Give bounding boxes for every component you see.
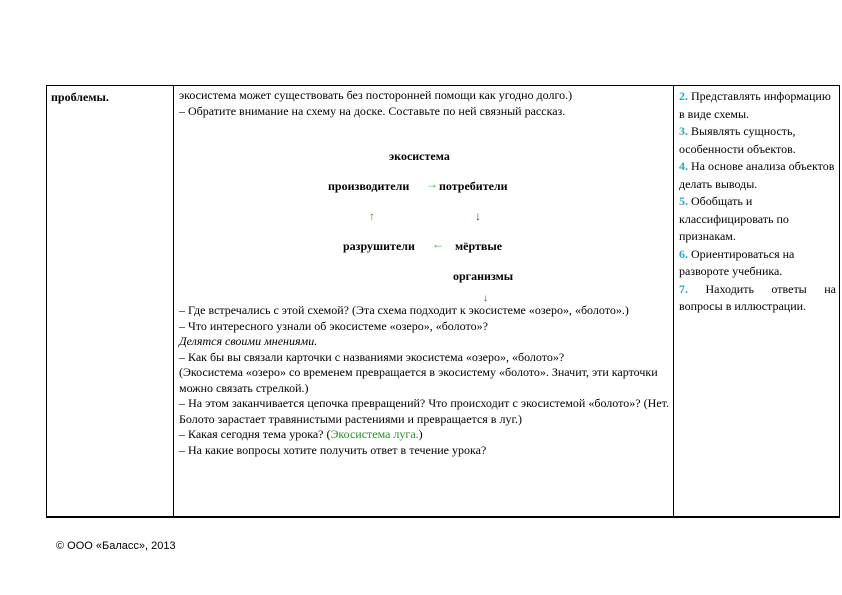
schema-title: экосистема [389, 149, 450, 163]
schema-producers: производители [328, 179, 410, 193]
lesson-topic: Экосистема луга. [330, 427, 419, 441]
text-line-2: – Обратите внимание на схему на доске. Составьте по ней связный рассказ. [179, 103, 566, 118]
question-8: – На какие вопросы хотите получить ответ в течение урока? [179, 442, 487, 457]
schema-dead: мёртвые [455, 239, 503, 253]
skill-item: 5. Обобщать и классифицировать по признакам. [679, 194, 789, 243]
stage-heading: проблемы. [51, 90, 109, 104]
skill-item: 6. Ориентироваться на развороте учебника. [679, 246, 795, 278]
column-divider-1 [173, 86, 174, 516]
question-1: – Где встречались с этой схемой? (Эта схема подходит к экосистеме «озеро», «болото».) [179, 303, 629, 317]
skill-item: 3. Выявлять сущность, особенности объектов. [679, 124, 796, 156]
skill-item: 4. На основе анализа объектов делать выводы. [679, 159, 835, 191]
content-cell [179, 88, 669, 458]
question-6: – На этом заканчивается цепочка превращений? Что происходит с экосистемой «болото»? (Нет. Болото зарастает травянистыми растениями и превращается в луг.) [179, 396, 669, 426]
table-bottom-rule [46, 516, 840, 518]
schema-consumers: потребители [439, 179, 508, 193]
question-7-close: ) [418, 427, 423, 441]
lesson-table [46, 85, 840, 517]
text-line-1: экосистема может существовать без посторонней помощи как угодно долго.) [179, 88, 573, 102]
arrow-up-icon: ↑ [369, 209, 375, 223]
ecosystem-schema [179, 119, 669, 303]
skill-item: 2. Представлять информацию в виде схемы. [679, 89, 831, 121]
question-7 [179, 427, 669, 443]
schema-organisms: организмы [453, 269, 514, 283]
arrow-right-icon: → [426, 177, 438, 191]
skill-item: 7. Находить ответы на вопросы в иллюстрации. [679, 281, 836, 313]
question-7-text: – Какая сегодня тема урока? ( [179, 427, 331, 441]
answer-5: (Экосистема «озеро» со временем превращается в экосистему «болото». Значит, эти карточки можно связать стрелкой.) [179, 365, 658, 395]
column-divider-2 [673, 86, 674, 516]
question-2: – Что интересного узнали об экосистеме «озеро», «болото»? [179, 318, 488, 333]
arrow-down-icon: ↓ [475, 209, 481, 223]
question-4: – Как бы вы связали карточки с названиями экосистема «озеро», «болото»? [179, 349, 565, 364]
arrow-left-icon: ← [432, 237, 444, 251]
copyright-footer: © ООО «Баласс», 2013 [56, 540, 176, 552]
schema-destroyers: разрушители [343, 239, 415, 253]
skills-cell [679, 88, 836, 316]
stage-cell [51, 90, 171, 105]
students-answer: Делятся своими мнениями. [179, 334, 318, 348]
arrow-down-small-icon: ↓ [483, 293, 488, 304]
